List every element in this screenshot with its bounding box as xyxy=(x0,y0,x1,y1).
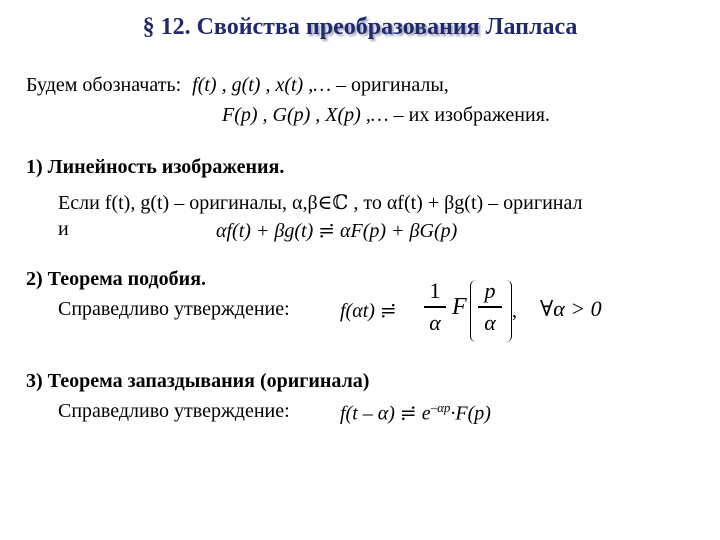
delay-formula-tail: ·F(p) xyxy=(450,402,491,425)
comma: , xyxy=(512,300,517,322)
delay-exponent: –αp xyxy=(430,400,451,415)
arg-numerator: p xyxy=(484,278,496,303)
linearity-formula: αf(t) + βg(t) ≓ αF(p) + βG(p) xyxy=(216,220,458,242)
arg-fraction-bar xyxy=(478,306,502,308)
section3-text: Справедливо утверждение: xyxy=(58,400,290,422)
fraction-bar xyxy=(424,306,446,308)
images-list: F(p) , G(p) , X(p) ,… xyxy=(222,104,389,126)
section2-text: Справедливо утверждение: xyxy=(58,298,290,320)
originals-suffix: – оригиналы, xyxy=(331,74,449,96)
notation-line-1 xyxy=(26,74,449,97)
section3-heading: 3) Теорема запаздывания (оригинала) xyxy=(26,370,370,392)
title-suffix: Лапласа xyxy=(479,14,578,40)
title-highlight: преобразования xyxy=(305,14,480,40)
arg-denominator: α xyxy=(484,309,496,335)
fraction-denominator: α xyxy=(429,309,441,335)
originals-list: f(t) , g(t) , x(t) ,… xyxy=(192,74,331,96)
page-title xyxy=(0,14,720,41)
delay-formula-main: f(t – α) ≓ e xyxy=(340,402,431,425)
delay-formula xyxy=(340,400,491,426)
notation-line-2 xyxy=(222,104,550,127)
fraction-one-over-alpha xyxy=(424,278,446,336)
section2-heading: 2) Теорема подобия. xyxy=(26,268,207,290)
images-suffix: – их изображения. xyxy=(388,104,550,126)
fraction-p-over-alpha xyxy=(478,278,502,336)
fraction-numerator: 1 xyxy=(429,278,441,303)
notation-label: Будем обозначать: xyxy=(26,74,182,96)
similarity-func: F xyxy=(452,294,467,320)
section1-line1: Если f(t), g(t) – оригиналы, α,β∈ℂ , то αf(t) + βg(t) – оригинал xyxy=(58,192,583,214)
similarity-lhs: f(αt) ≓ xyxy=(340,300,397,322)
section1-line2-prefix: и xyxy=(58,218,69,240)
title-prefix: § 12. Свойства xyxy=(142,14,306,40)
similarity-condition: ∀α > 0 xyxy=(540,296,602,321)
section1-heading: 1) Линейность изображения. xyxy=(26,156,285,178)
